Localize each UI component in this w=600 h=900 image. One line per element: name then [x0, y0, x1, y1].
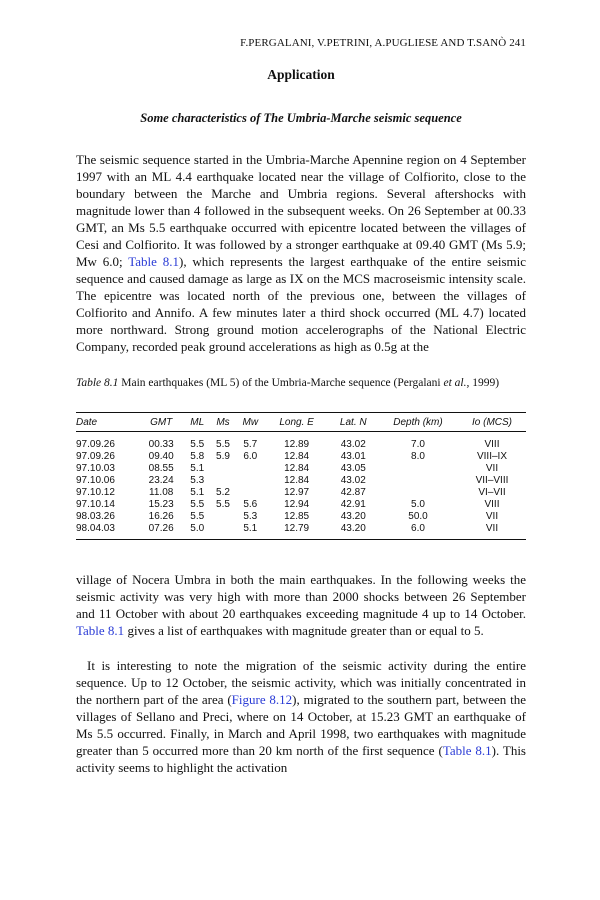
cell-depth: 5.0 [411, 499, 425, 510]
cell-ml: 5.1 [190, 463, 205, 474]
table-row [76, 451, 526, 463]
paragraph-2 [76, 571, 526, 639]
cell-ms [210, 475, 236, 487]
cell-long: 12.84 [284, 451, 310, 462]
cell-ml: 5.5 [190, 439, 205, 450]
earthquake-table [76, 412, 526, 540]
cell-io: VIII–IX [476, 451, 507, 462]
cell-mw: 5.1 [243, 523, 258, 534]
cell-mw: 5.6 [243, 499, 258, 510]
cell-ms [210, 523, 236, 540]
cell-io: VIII [484, 439, 500, 450]
table-caption-label: Table 8.1 [76, 377, 119, 389]
cell-depth: 6.0 [411, 523, 425, 534]
cell-long: 12.89 [284, 439, 310, 450]
cell-mw [236, 487, 265, 499]
figure-8-12-link[interactable]: Figure 8.12 [231, 692, 293, 707]
cell-ml: 5.3 [190, 475, 205, 486]
cell-ms: 5.2 [216, 487, 230, 498]
col-header-ms: Ms [210, 413, 236, 432]
cell-io: VII [485, 523, 499, 534]
paragraph-2-text-b: gives a list of earthquakes with magnitude greater than or equal to 5. [124, 623, 484, 638]
col-header-long: Long. E [265, 413, 329, 432]
cell-gmt: 08.55 [148, 463, 174, 474]
cell-depth: 7.0 [411, 439, 425, 450]
paragraph-3-text-a: It is interesting to note the migration of the seismic activity during the entire sequence. Up to 12 October, the seismic activity, which was initially concentrated in the northern part of the area ( [76, 658, 526, 707]
cell-long: 12.97 [284, 487, 310, 498]
cell-depth: 50.0 [408, 511, 428, 522]
cell-ml: 5.1 [190, 487, 205, 498]
table-8-1-link[interactable]: Table 8.1 [442, 743, 492, 758]
paragraph-1-text-b: ), which represents the largest earthquake of the entire seismic sequence and caused damage as large as IX on the MCS macroseismic intensity scale. The epicentre was located north of the previous one, between the villages of Colfiorito and Annifo. A few minutes later a third shock occurred (ML 4.7) located more northward. Strong ground motion accelerographs of the National Electric Company, recorded peak ground accelerations as high as 0.5g at the [76, 254, 527, 354]
cell-io: VI–VII [478, 487, 506, 498]
cell-ms: 5.5 [216, 439, 230, 450]
table-row [76, 463, 526, 475]
cell-long: 12.84 [284, 475, 310, 486]
cell-gmt: 23.24 [148, 475, 174, 486]
paragraph-3-text-c: ). This activity seems to highlight the activation [76, 743, 526, 775]
cell-mw [236, 475, 265, 487]
cell-ms [210, 511, 236, 523]
cell-long: 12.85 [284, 511, 310, 522]
cell-ms [210, 463, 236, 475]
cell-depth [378, 475, 458, 487]
paragraph-3 [76, 657, 526, 776]
table-row [76, 432, 526, 452]
cell-io: VIII [484, 499, 500, 510]
table-row [76, 511, 526, 523]
col-header-depth: Depth (km) [378, 413, 458, 432]
cell-lat: 43.02 [340, 439, 366, 450]
cell-long: 12.84 [284, 463, 310, 474]
table-row [76, 523, 526, 540]
cell-ms: 5.5 [216, 499, 230, 510]
cell-gmt: 07.26 [148, 523, 174, 534]
col-header-mw: Mw [236, 413, 265, 432]
cell-date: 97.10.06 [76, 475, 115, 486]
cell-mw: 5.7 [243, 439, 258, 450]
cell-mw: 5.3 [243, 511, 258, 522]
cell-date: 98.03.26 [76, 511, 115, 522]
paragraph-3-text-b: ), migrated to the southern part, between the villages of Sellano and Preci, where on 14 October, at 15.23 GMT an earthquake of Ms 5.5 occurred. Finally, in March and April 1998, two earthquakes with magnitude greater than 5 occurred more than 20 km north of the first sequence ( [76, 692, 526, 758]
cell-depth: 8.0 [411, 451, 425, 462]
cell-mw [236, 463, 265, 475]
col-header-ml: ML [184, 413, 210, 432]
cell-long: 12.94 [284, 499, 310, 510]
table-caption-text: Main earthquakes (ML 5) of the Umbria-Marche sequence (Pergalani [118, 377, 444, 389]
table-body [76, 432, 526, 540]
table-8-1-link[interactable]: Table 8.1 [76, 623, 125, 638]
cell-gmt: 15.23 [148, 499, 174, 510]
table-header-row [76, 413, 526, 432]
cell-gmt: 11.08 [149, 487, 174, 498]
section-title: Application [267, 67, 335, 82]
table-caption [76, 376, 526, 390]
table-row [76, 487, 526, 499]
cell-date: 98.04.03 [76, 523, 115, 534]
cell-lat: 43.20 [340, 511, 366, 522]
table-row [76, 499, 526, 511]
cell-date: 97.10.12 [76, 487, 115, 498]
cell-ml: 5.5 [190, 511, 205, 522]
table-row [76, 475, 526, 487]
cell-mw: 6.0 [243, 451, 258, 462]
cell-lat: 43.01 [340, 451, 366, 462]
cell-io: VII [485, 511, 499, 522]
cell-depth [378, 487, 458, 499]
cell-date: 97.09.26 [76, 451, 115, 462]
cell-lat: 42.91 [340, 499, 366, 510]
cell-gmt: 16.26 [148, 511, 174, 522]
cell-long: 12.79 [284, 523, 310, 534]
cell-gmt: 00.33 [148, 439, 174, 450]
cell-date: 97.09.26 [76, 439, 115, 450]
col-header-gmt: GMT [138, 413, 184, 432]
table-8-1-link[interactable]: Table 8.1 [128, 254, 179, 269]
cell-lat: 43.05 [340, 463, 366, 474]
cell-ml: 5.8 [190, 451, 205, 462]
cell-date: 97.10.14 [76, 499, 115, 510]
cell-ml: 5.0 [190, 523, 205, 534]
paragraph-2-text-a: village of Nocera Umbra in both the main earthquakes. In the following weeks the seismic activity was very high with more than 2000 shocks between 26 September and 11 October with about 20 earthquakes exceeding magnitude 4 up to 14 October. [76, 572, 526, 621]
running-head: F.PERGALANI, V.PETRINI, A.PUGLIESE AND T.SANÒ 241 [240, 37, 526, 49]
col-header-lat: Lat. N [329, 413, 378, 432]
cell-io: VII [485, 463, 499, 474]
table-caption-etal: et al., [443, 377, 470, 389]
subsection-title: Some characteristics of The Umbria-Marche seismic sequence [140, 111, 462, 125]
col-header-date: Date [76, 413, 138, 432]
cell-gmt: 09.40 [148, 451, 174, 462]
table-caption-year: 1999) [469, 377, 500, 389]
paragraph-1 [76, 151, 526, 355]
cell-lat: 43.20 [340, 523, 366, 534]
cell-ml: 5.5 [190, 499, 205, 510]
cell-depth [378, 463, 458, 475]
cell-ms: 5.9 [216, 451, 230, 462]
cell-date: 97.10.03 [76, 463, 115, 474]
cell-io: VII–VIII [475, 475, 509, 486]
cell-lat: 42.87 [340, 487, 366, 498]
cell-lat: 43.02 [340, 475, 366, 486]
paragraph-1-text-a: The seismic sequence started in the Umbria-Marche Apennine region on 4 September 1997 with an ML 4.4 earthquake located near the village of Colfiorito, close to the boundary between the Marche and Umbria regions. Several aftershocks with magnitude lower than 4 followed in the subsequent weeks. On 26 September at 00.33 GMT, an Ms 5.5 earthquake occurred with epicentre located between the villages of Cesi and Colfiorito. It was followed by a stronger earthquake at 09.40 GMT (Ms 5.9; Mw 6.0; [76, 152, 526, 269]
col-header-io: Io (MCS) [458, 413, 526, 432]
